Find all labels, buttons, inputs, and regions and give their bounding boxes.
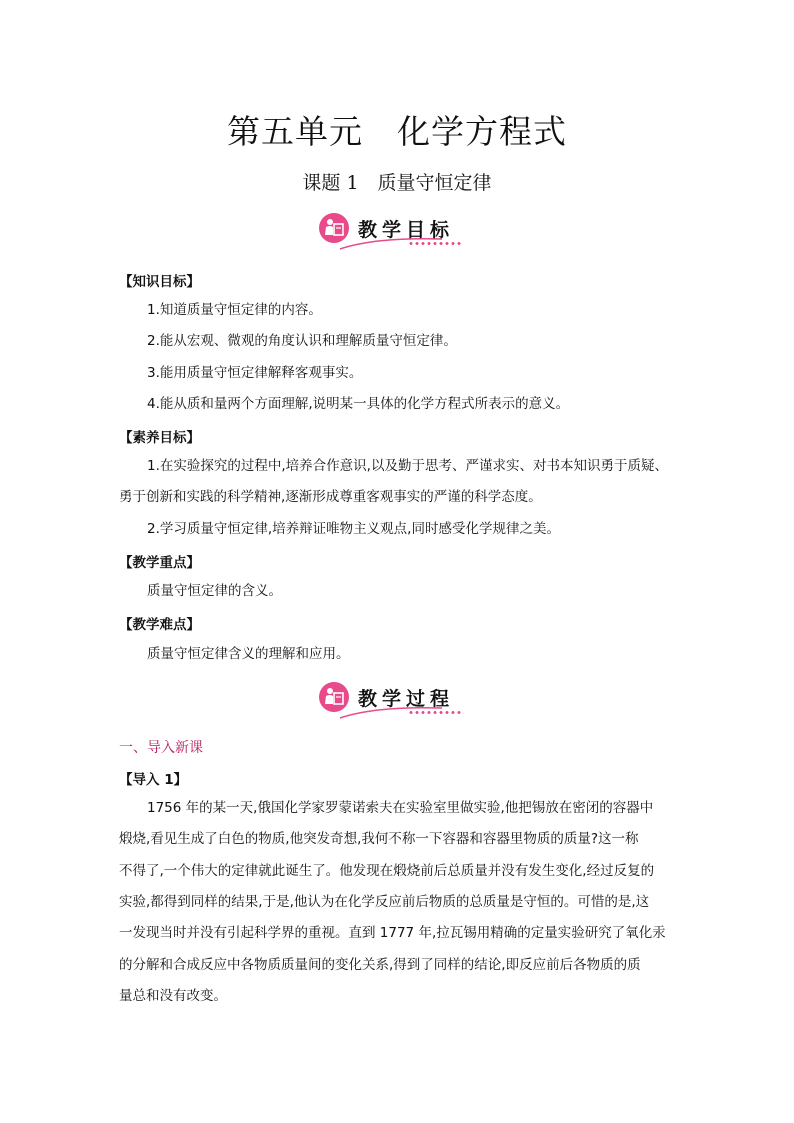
banner-dots: [408, 242, 462, 245]
intro-paragraph-line: 实验,都得到同样的结果,于是,他认为在化学反应前后物质的总质量是守恒的。可惜的是,这: [119, 894, 650, 910]
teaching-process-banner: [316, 682, 466, 722]
banner-dots: [408, 711, 462, 714]
page-title: 第五单元 化学方程式: [227, 112, 567, 151]
section-heading: 一、导入新课: [119, 740, 203, 756]
intro-paragraph-line: 不得了,一个伟大的定律就此诞生了。他发现在煅烧前后总质量并没有发生变化,经过反复的: [119, 863, 655, 879]
key-point-text: 质量守恒定律的含义。: [147, 583, 282, 599]
intro-heading: 【导入 1】: [119, 772, 188, 788]
literacy-line: 勇于创新和实践的科学精神,逐渐形成尊重客观事实的严谨的科学态度。: [119, 489, 542, 505]
intro-paragraph-line: 一发现当时并没有引起科学界的重视。直到 1777 年,拉瓦锡用精确的定量实验研究了氧化汞: [119, 925, 666, 941]
lesson-subtitle: 课题 1 质量守恒定律: [302, 172, 492, 194]
knowledge-item: 2.能从宏观、微观的角度认识和理解质量守恒定律。: [147, 333, 457, 349]
intro-paragraph-line: 煅烧,看见生成了白色的物质,他突发奇想,我何不称一下容器和容器里物质的质量?这一称: [119, 831, 639, 847]
literacy-goals-heading: 【素养目标】: [119, 430, 200, 446]
intro-paragraph-line: 量总和没有改变。: [119, 988, 227, 1004]
literacy-line: 1.在实验探究的过程中,培养合作意识,以及勤于思考、严谨求实、对书本知识勇于质疑、: [147, 458, 668, 474]
key-point-heading: 【教学重点】: [119, 555, 200, 571]
knowledge-item: 1.知道质量守恒定律的内容。: [147, 302, 322, 318]
difficulty-heading: 【教学难点】: [119, 617, 200, 633]
literacy-line: 2.学习质量守恒定律,培养辩证唯物主义观点,同时感受化学规律之美。: [147, 521, 560, 537]
teacher-book-icon: [319, 682, 349, 712]
teaching-goals-banner: [316, 213, 466, 253]
banner-label: 教学过程: [358, 688, 455, 710]
intro-paragraph-line: 的分解和合成反应中各物质质量间的变化关系,得到了同样的结论,即反应前后各物质的质: [119, 957, 641, 973]
difficulty-text: 质量守恒定律含义的理解和应用。: [147, 646, 350, 662]
teacher-book-icon: [319, 213, 349, 243]
knowledge-item: 3.能用质量守恒定律解释客观事实。: [147, 365, 363, 381]
intro-paragraph-line: 1756 年的某一天,俄国化学家罗蒙诺索夫在实验室里做实验,他把锡放在密闭的容器中: [147, 800, 654, 816]
knowledge-goals-heading: 【知识目标】: [119, 274, 200, 290]
knowledge-item: 4.能从质和量两个方面理解,说明某一具体的化学方程式所表示的意义。: [147, 396, 570, 412]
banner-label: 教学目标: [358, 219, 455, 241]
